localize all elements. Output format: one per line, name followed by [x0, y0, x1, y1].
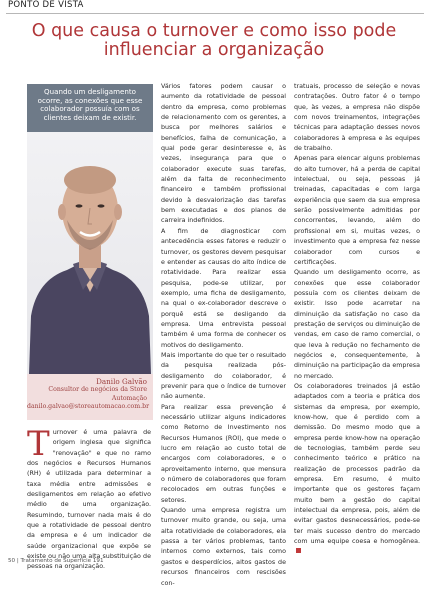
end-of-article-mark	[296, 548, 301, 553]
column-2-paragraph-4: Para realizar essa prevenção é necessário utilizar alguns indicadores como Retorno de Investimento nos Recursos Humanos (ROI), que mede o lucro em relação ao custo total de encargos com colaboradores, e o aproveitamento interno, que mensura o número de colaboradores que foram recolocados em outras funções e setores.	[161, 403, 286, 504]
page-folio: 50 | Tratamento de Superfície 191	[8, 558, 104, 564]
author-role: Consultor de negócios da Store Automação	[48, 386, 147, 402]
column-2-paragraph-3: Mais importante do que ter o resultado da pesquisa realizada pós-desligamento do colaborador, é prevenir para que o índice de turnover não aumente.	[161, 351, 286, 401]
column-3	[294, 82, 420, 558]
pull-quote: Quando um desligamento ocorre, as conexões que esse colaborador possuía com os clientes deixam de existir.	[27, 84, 153, 132]
column-2-paragraph-1: Vários fatores podem causar o aumento da rotatividade de pessoal dentro da empresa, como problemas de relacionamento com os gerentes, a busca por melhores salários e benefícios, falha de comunicação, a qual pode gerar desinteresse e, às vezes, insegurança para que o colaborador execute suas tarefas, além da falta de reconhecimento financeiro e também profissional devido à desvalorização das tarefas bem executadas e dos planos de carreira indefinidos.	[161, 83, 286, 225]
column-3-paragraph-4-text: Os colaboradores treinados já estão adaptados com a teoria e prática dos sistemas da empresa, por exemplo, know-how, que é perdido com a demissão. Do mesmo modo que a empresa perde know-how na operação de tecnologias, também perde seu conhecimento teórico e prático na realização de processos padrão da empresa. Em resumo, é muito importante que os gestores façam muito bem a gestão do capital intelectual da empresa, pois, além de evitar gastos desnecessários, pode-se ter mais sucesso dentro do mercado com uma equipe coesa e homogênea.	[294, 382, 420, 546]
column-3-paragraph-3: Quando um desligamento ocorre, as conexões que esse colaborador possuía com os clientes deixam de existir. Isso pode acarretar na diminuição da satisfação no caso da prestação de serviços ou diminuição de vendas, em caso de ramo comercial, o que leva à redução no fechamento de negócios e, consequentemente, à diminuição na participação da empresa no mercado.	[294, 269, 420, 380]
author-name: Danilo Galvão	[96, 377, 147, 386]
column-3-paragraph-2: Apenas para elencar alguns problemas do alto turnover, há a perda de capital intelectual, ou seja, pessoas já treinadas, capacitadas e com larga experiência que saem da sua empresa serão possivelmente admitidas por concorrentes, levando, além do profissional em si, muitas vezes, o investimento que a empresa fez nesse colaborador com cursos e certificações.	[294, 155, 420, 266]
column-1-text: urnover é uma palavra de origem inglesa que significa "renovação" e que no ramo dos negócios e Recursos Humanos (RH) é utilizada para determinar a taxa média entre admissões e desligamentos em relação ao efetivo médio de uma organização. Resumindo, turnover nada mais é do que a rotatividade de pessoal dentro da empresa e é um indicador de saúde organizacional que expõe se existe ou não uma alta substituição de pessoas na organização.	[27, 429, 151, 571]
column-2	[161, 82, 286, 589]
section-tag: PONTO DE VISTA	[6, 0, 424, 14]
author-email[interactable]: danilo.galvao@storeautomacao.com.br	[27, 402, 150, 410]
column-1	[27, 424, 151, 573]
column-3-paragraph-4	[294, 382, 420, 558]
article-title: O que causa o turnover e como isso pode influenciar a organização	[31, 21, 397, 60]
column-2-paragraph-5: Quando uma empresa registra um turnover muito grande, ou seja, uma alta rotatividade de colaboradores, ela passa a ter vários problemas, tanto internos como externos, tais como gastos e desperdícios, altos gastos de recursos financeiros com rescisões con-	[161, 507, 286, 587]
column-3-paragraph-1: tratuais, processo de seleção e novas contratações. Outro fator é o tempo que, às vezes, a empresa não dispõe com novos treinamentos, integrações técnicas para adaptação desses novos colaboradores à empresa e às equipes de trabalho.	[294, 83, 420, 153]
drop-cap: T	[27, 424, 50, 464]
column-2-paragraph-2: A fim de diagnosticar com antecedência esses fatores e reduzir o turnover, os gestores devem pesquisar e entender as causas do alto índice de rotatividade. Para realizar essa pesquisa, pode-se utilizar, por exemplo, uma ficha de desligamento, na qual o ex-colaborador descreve o porquê está se desligando da empresa. Uma entrevista pessoal também é uma forma de conhecer os motivos do desligamento.	[161, 227, 286, 349]
author-caption	[27, 374, 153, 420]
